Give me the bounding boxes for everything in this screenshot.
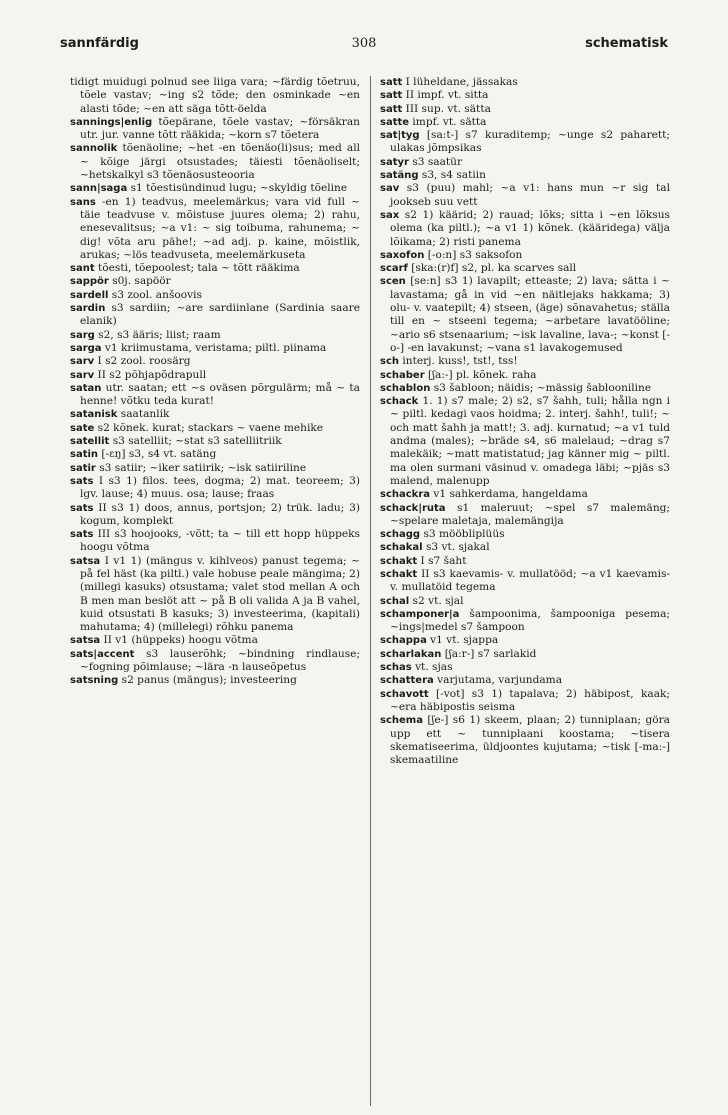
dictionary-entry — [70, 475, 360, 502]
entry-headword: satan — [70, 382, 102, 394]
entry-headword: schattera — [380, 675, 434, 687]
entry-headword: satellit — [70, 436, 110, 448]
entry-headword: schamponer|a — [380, 608, 460, 620]
entry-definition: saatanlik — [117, 408, 170, 421]
dictionary-entry — [380, 568, 670, 595]
dictionary-entry — [70, 382, 360, 409]
dictionary-entry — [70, 369, 360, 382]
dictionary-entry — [380, 129, 670, 156]
dictionary-entry — [380, 182, 670, 209]
entry-headword: schakt — [380, 568, 418, 580]
entry-definition: s1 tõestisündinud lugu; ~skyldig tõeline — [127, 182, 348, 195]
entry-headword: satin — [70, 449, 99, 461]
entry-headword: satt — [380, 90, 403, 102]
entry-headword: sant — [70, 263, 95, 275]
entry-definition: v1 vt. sjappa — [426, 634, 499, 647]
dictionary-entry — [380, 502, 670, 529]
dictionary-entry — [70, 329, 360, 342]
dictionary-entry — [380, 541, 670, 554]
dictionary-entry — [70, 448, 360, 461]
dictionary-entry — [380, 395, 670, 488]
entry-definition: tidigt muidugi polnud see liiga vara; ~färdig tõetruu, tõele vastav; ~ing s2 tõde; den osminkade ~en alasti tõde; ~en att säga tõtt-öelda — [70, 76, 360, 115]
dictionary-entry — [380, 76, 670, 89]
entry-definition: s2 kõnek. kurat; stackars ~ vaene mehike — [94, 421, 324, 434]
entry-headword: satir — [70, 462, 96, 474]
entry-headword: sarv — [70, 369, 95, 381]
entry-definition: s2 1) käärid; 2) rauad; lõks; sitta i ~en lõksus olema (ka piltl.); ~a v1 1) kõnek. (kääridega) välja lõikama; 2) risti panema — [390, 208, 670, 248]
entry-headword: satsa — [70, 635, 101, 647]
dictionary-entry — [380, 555, 670, 568]
entry-definition: varjutama, varjundama — [433, 674, 563, 687]
entry-headword: satanisk — [70, 409, 118, 421]
entry-headword: sarg — [70, 329, 95, 341]
dictionary-entry — [70, 408, 360, 421]
entry-definition: -en 1) teadvus, meelemärkus; vara vid full ~ täie teadvuse v. mõistuse juures olema; 2) rahu, enesevalitsus; ~a v1: ~ sig toibuma, rahunema; ~ dig! võta aru pähe!; ~ad adj. p. kaine, mõistlik, arukas; ~lös teadvuseta, meelemärkuseta — [80, 195, 360, 261]
entry-headword: scen — [380, 276, 406, 288]
dictionary-entry — [380, 488, 670, 501]
entry-definition: impf. vt. sätta — [409, 115, 487, 128]
entry-headword: schack|ruta — [380, 502, 446, 514]
entry-headword: sax — [380, 209, 400, 221]
entry-definition: II s3 kaevamis- v. mullatööd; ~a v1 kaevamis- v. mullatöid tegema — [390, 567, 670, 594]
dictionary-entry — [380, 661, 670, 674]
entry-headword: schaber — [380, 369, 425, 381]
dictionary-entry — [70, 275, 360, 288]
entry-headword: satt — [380, 103, 403, 115]
dictionary-entry — [380, 209, 670, 249]
entry-definition: [ʃa:r-] s7 sarlakid — [441, 647, 537, 660]
entry-headword: sardin — [70, 303, 106, 315]
dictionary-entry — [70, 634, 360, 647]
entry-headword: sann|saga — [70, 183, 128, 195]
entry-definition: II impf. vt. sitta — [402, 89, 489, 102]
entry-headword: schakal — [380, 542, 423, 554]
entry-headword: schavott — [380, 688, 429, 700]
entry-definition: s3 vt. sjakal — [422, 541, 490, 554]
dictionary-entry — [380, 275, 670, 355]
entry-definition: III sup. vt. sätta — [402, 102, 491, 115]
entry-definition: II v1 (hüppeks) hoogu võtma — [100, 634, 258, 647]
entry-definition: s0j. sapöör — [108, 275, 171, 288]
entry-headword: sardell — [70, 289, 109, 301]
entry-headword: satsa — [70, 555, 101, 567]
dictionary-entry — [380, 714, 670, 767]
entry-definition: s3 zool. anšoovis — [108, 288, 202, 301]
dictionary-entry — [70, 422, 360, 435]
entry-definition: s3 mööbliplüüs — [420, 528, 505, 541]
entry-definition: s2 vt. sjal — [409, 594, 464, 607]
dictionary-entry — [380, 169, 670, 182]
entry-headword: schagg — [380, 529, 421, 541]
entry-headword: saxofon — [380, 249, 425, 261]
entry-headword: sats — [70, 502, 94, 514]
entry-definition: s2 panus (mängus); investeering — [118, 674, 297, 687]
dictionary-entry — [380, 116, 670, 129]
entry-headword: sans — [70, 196, 96, 208]
dictionary-entry — [70, 289, 360, 302]
entry-definition: I s2 zool. roosärg — [94, 355, 191, 368]
entry-definition: [ʃe-] s6 1) skeem, plaan; 2) tunniplaan; göra upp ett ~ tunniplaani koostama; ~tisera skematiseerima, üldjoontes kujutama; ~tisk [-ma:-] skemaatiline — [390, 714, 670, 767]
entry-headword: sarv — [70, 356, 95, 368]
entry-definition: [-ɛŋ] s3, s4 vt. satäng — [98, 448, 217, 461]
dictionary-entry — [70, 182, 360, 195]
entry-headword: scharlakan — [380, 648, 442, 660]
dictionary-entry — [380, 528, 670, 541]
entry-headword: sat|tyg — [380, 130, 420, 142]
entry-headword: sannings|enlig — [70, 116, 153, 128]
entry-definition: s3 šabloon; näidis; ~mässig šablooniline — [430, 381, 652, 394]
entry-definition: s3 sardiin; ~are sardiinlane (Sardinia saare elanik) — [80, 302, 360, 328]
entry-headword: schackra — [380, 489, 431, 501]
dictionary-entry — [70, 648, 360, 675]
column-divider — [370, 76, 371, 1106]
entry-definition: [sa:t-] s7 kuraditemp; ~unge s2 paharett; ulakas jõmpsikas — [390, 129, 670, 155]
entry-definition: tõenäoline; ~het -en tõenäo(li)sus; med all ~ kõige järgi otsustades; täiesti tõenäoliselt; ~hetskalkyl s3 tõenäosusteooria — [80, 142, 360, 182]
dictionary-entry — [70, 196, 360, 262]
entry-definition: tõesti, tõepoolest; tala ~ tõtt rääkima — [94, 262, 300, 275]
entry-definition: s3, s4 satiin — [418, 169, 486, 182]
dictionary-entry — [70, 76, 360, 116]
dictionary-entry — [380, 595, 670, 608]
entry-headword: satyr — [380, 156, 409, 168]
entry-headword: schakt — [380, 555, 418, 567]
dictionary-entry — [380, 156, 670, 169]
entry-headword: satsning — [70, 675, 119, 687]
entry-headword: schappa — [380, 635, 427, 647]
entry-headword: satt — [380, 77, 403, 88]
header-last-word: schematisk — [585, 36, 668, 51]
entry-headword: sate — [70, 422, 95, 434]
dictionary-entry — [70, 302, 360, 329]
entry-definition: [-o:n] s3 saksofon — [424, 248, 523, 261]
entry-headword: scarf — [380, 263, 408, 275]
dictionary-entry — [380, 103, 670, 116]
entry-headword: sch — [380, 356, 399, 368]
dictionary-entry — [380, 648, 670, 661]
entry-definition: vt. sjas — [411, 661, 453, 674]
entry-definition: s3 satelliit; ~stat s3 satelliitriik — [109, 435, 282, 448]
entry-headword: schas — [380, 662, 412, 674]
entry-definition: [ska:(r)f] s2, pl. ka scarves sall — [407, 262, 577, 275]
entry-definition: utr. saatan; ett ~s oväsen põrgulärm; må ~ ta henne! võtku teda kurat! — [80, 381, 360, 408]
dictionary-entry — [380, 355, 670, 368]
entry-definition: s3 (puu) mahl; ~a v1: hans mun ~r sig tal jookseb suu vett — [390, 182, 670, 208]
dictionary-entry — [70, 502, 360, 529]
entry-headword: sats — [70, 475, 94, 487]
dictionary-entry — [380, 634, 670, 647]
entry-definition: s1 maleruut; ~spel s7 malemäng; ~spelare maletaja, malemängija — [390, 501, 670, 527]
entry-definition: [ʃa:-] pl. kõnek. raha — [424, 368, 537, 381]
header-first-word: sannfärdig — [60, 36, 139, 51]
dictionary-entry — [380, 608, 670, 635]
dictionary-entry — [380, 382, 670, 395]
entry-headword: schal — [380, 595, 410, 607]
entry-definition: tõepärane, tõele vastav; ~försäkran utr. jur. vanne tõtt rääkida; ~korn s7 tõetera — [80, 115, 360, 142]
dictionary-entry — [70, 435, 360, 448]
page-number: 308 — [351, 36, 377, 51]
entry-definition: interj. kuss!, tst!, tss! — [399, 355, 518, 368]
dictionary-entry — [70, 462, 360, 475]
dictionary-entry — [380, 249, 670, 262]
dictionary-entry — [380, 89, 670, 102]
entry-definition: I lüheldane, jässakas — [402, 76, 518, 88]
dictionary-entry — [380, 674, 670, 687]
entry-definition: I v1 1) (mängus v. kihlveos) panust tegema; ~ på fel häst (ka piltl.) vale hobuse peale mängima; 2) (millegi kasuks) otsustama; valet stod mellan A och B men man beslöt att ~ på B oli valida A ja B vahel, kuid otsustati B kasuks; 3) investeerima, (kapitali) mahutama; 4) (millelegi) rõhku panema — [80, 554, 360, 634]
entry-definition: I s7 šaht — [417, 554, 467, 567]
entry-definition: v1 kriimustama, veristama; piltl. piinama — [101, 341, 327, 354]
entry-headword: sats — [70, 529, 94, 541]
entry-definition: I s3 1) filos. tees, dogma; 2) mat. teoreem; 3) lgv. lause; 4) muus. osa; lause; fraas — [80, 474, 360, 501]
entry-definition: II s2 põhjapõdrapull — [94, 368, 207, 381]
page-header — [60, 36, 668, 54]
entry-definition: s3 saatür — [408, 155, 463, 168]
entry-headword: schablon — [380, 382, 431, 394]
right-column — [380, 76, 670, 767]
entry-definition: s2, s3 ääris; liist; raam — [94, 328, 221, 341]
entry-headword: satte — [380, 116, 410, 128]
entry-definition: [-vot] s3 1) tapalava; 2) häbipost, kaak; ~era häbipostis seisma — [390, 687, 670, 713]
left-column — [70, 76, 360, 688]
dictionary-entry — [70, 116, 360, 143]
entry-definition: III s3 hoojooks, -võtt; ta ~ till ett hopp hüppeks hoogu võtma — [80, 528, 360, 554]
entry-headword: sarga — [70, 342, 102, 354]
entry-headword: satäng — [380, 170, 419, 182]
entry-headword: sav — [380, 183, 400, 195]
entry-definition: v1 sahkerdama, hangeldama — [430, 488, 588, 501]
entry-headword: sannolik — [70, 143, 118, 155]
entry-headword: schema — [380, 715, 423, 727]
entry-definition: s3 lauserõhk; ~bindning rindlause; ~fogning põimlause; ~lära -n lauseõpetus — [80, 647, 360, 674]
dictionary-entry — [70, 528, 360, 555]
entry-definition: 1. 1) s7 male; 2) s2, s7 šahh, tuli; hålla ngn i ~ piltl. kedagi vaos hoidma; 2. interj. šahh!, tuli!; ~ och matt šahh ja matt!; 3. adj. kurnatud; ~a v1 tuld andma (males); ~bräde s4, s6 malelaud; ~drag s7 malekäik; ~matt matistatud; jag känner mig ~ piltl. ma olen surmani väsinud v. omadega läbi; ~pjäs s3 malend, malenupp — [390, 395, 670, 487]
entry-definition: s3 satiir; ~iker satiirik; ~isk satiiriline — [95, 461, 307, 474]
dictionary-entry — [380, 369, 670, 382]
entry-definition: šampoonima, šampooniga pesema; ~ings|medel s7 šampoon — [390, 607, 670, 634]
entry-definition: [se:n] s3 1) lavapilt; etteaste; 2) lava; sätta i ~ lavastama; gå in vid ~en näitlejaks hakkama; 3) olu- v. vaatepilt; 4) stseen, (äge) sõnavahetus; ställa till en ~ stseeni tegema; ~arbetare lavatööline; ~ario s6 stsenaarium; ~isk lavaline, lava-; ~konst [-o-] -en lavakunst; ~vana s1 lavakogemused — [390, 275, 670, 354]
dictionary-entry — [70, 262, 360, 275]
entry-headword: sappör — [70, 276, 109, 288]
dictionary-entry — [380, 262, 670, 275]
entry-headword: sats|accent — [70, 648, 135, 660]
entry-headword: schack — [380, 396, 419, 408]
dictionary-entry — [70, 342, 360, 355]
dictionary-entry — [70, 355, 360, 368]
dictionary-entry — [70, 142, 360, 182]
dictionary-entry — [70, 555, 360, 635]
dictionary-entry — [70, 674, 360, 687]
entry-definition: II s3 1) doos, annus, portsjon; 2) trük. ladu; 3) kogum, komplekt — [80, 501, 360, 527]
dictionary-entry — [380, 688, 670, 715]
